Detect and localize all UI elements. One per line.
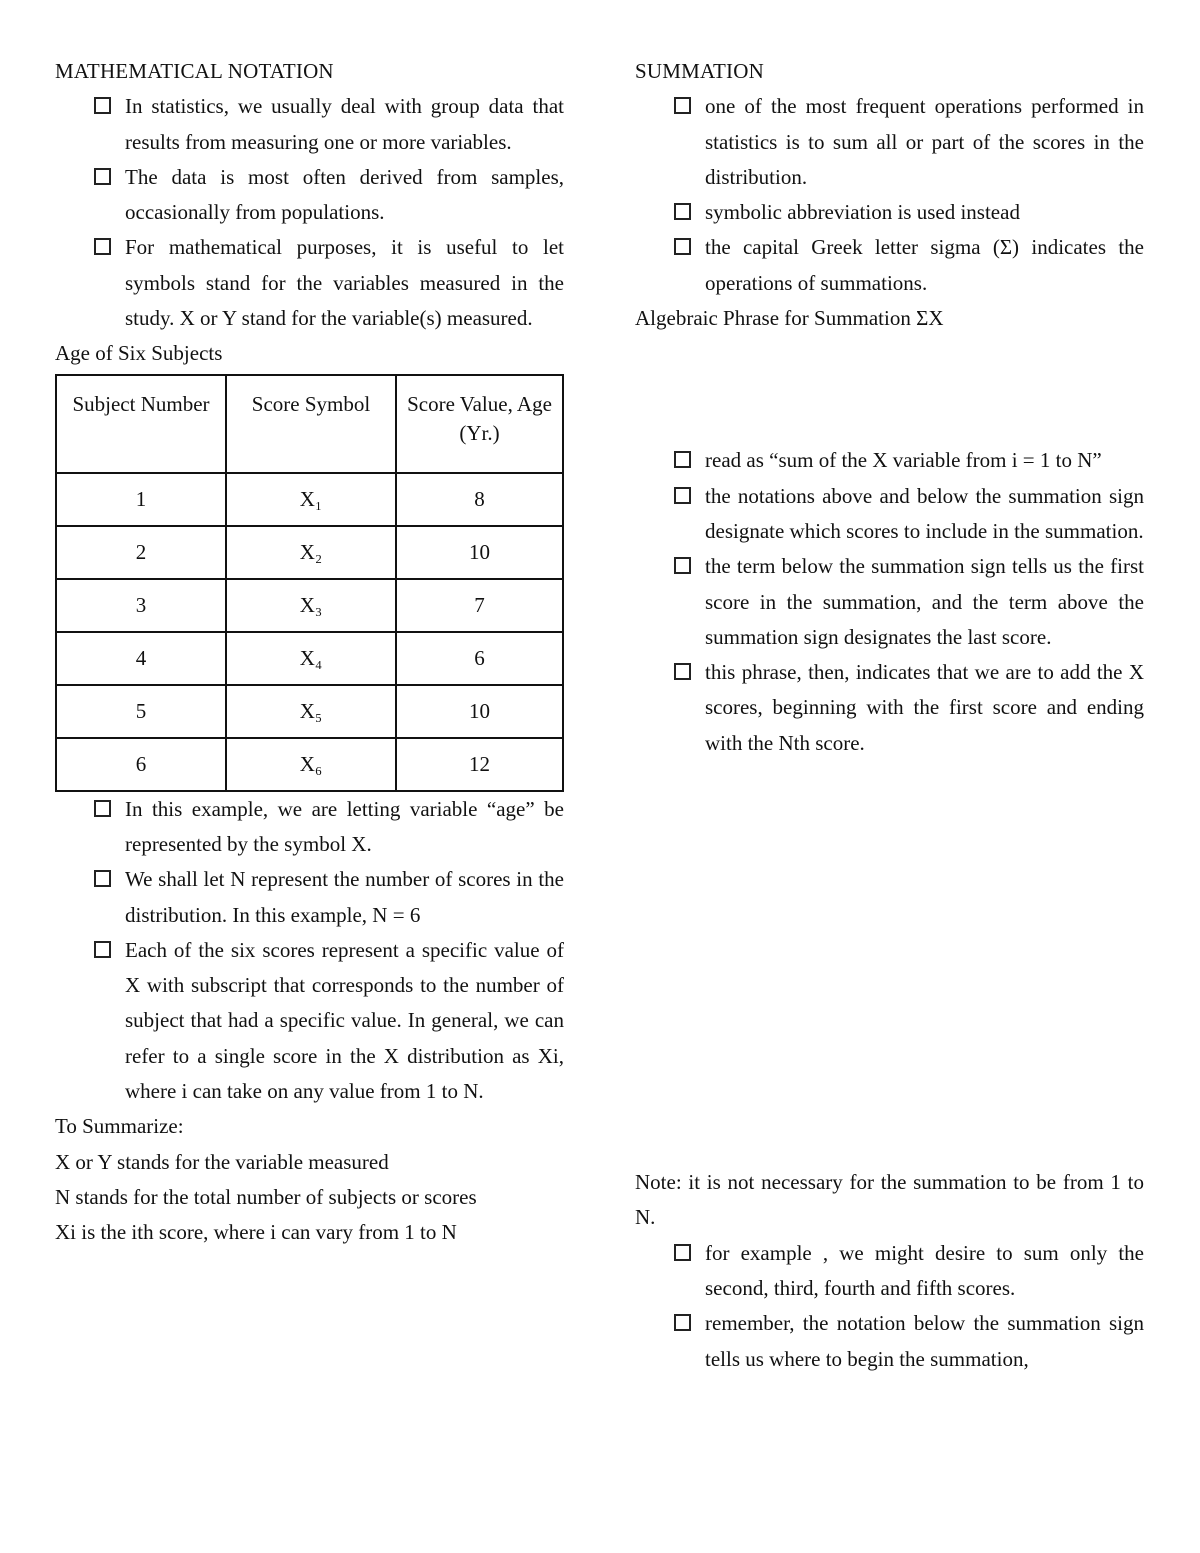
table-row bbox=[56, 632, 563, 685]
list-item: read as “sum of the X variable from i = 1 to N” bbox=[635, 443, 1144, 478]
summation-formula-area bbox=[635, 336, 1144, 443]
table-cell: 6 bbox=[56, 738, 226, 791]
table-header-row bbox=[56, 375, 563, 473]
algebraic-phrase: Algebraic Phrase for Summation ΣX bbox=[635, 306, 944, 331]
list-item: We shall let N represent the number of scores in the distribution. In this example, N = 6 bbox=[55, 862, 564, 933]
table-row bbox=[56, 473, 563, 526]
table-row bbox=[56, 579, 563, 632]
table-row bbox=[56, 526, 563, 579]
table-cell: 10 bbox=[396, 685, 563, 738]
table-cell: X₂ bbox=[226, 526, 396, 579]
table-row bbox=[56, 685, 563, 738]
list-item: for example , we might desire to sum only the second, third, fourth and fifth scores. bbox=[635, 1236, 1144, 1307]
table-cell: X₅ bbox=[226, 685, 396, 738]
table-caption: Age of Six Subjects bbox=[55, 341, 223, 366]
table-cell: 10 bbox=[396, 526, 563, 579]
column-header-value: Score Value, Age (Yr.) bbox=[396, 375, 563, 473]
list-item: this phrase, then, indicates that we are to add the X scores, beginning with the first score and ending with the Nth score. bbox=[635, 655, 1144, 761]
list-item: symbolic abbreviation is used instead bbox=[635, 195, 1144, 230]
left-column bbox=[55, 54, 564, 1251]
section-heading-notation: MATHEMATICAL NOTATION bbox=[55, 59, 334, 83]
list-item: the notations above and below the summation sign designate which scores to include in the summation. bbox=[635, 479, 1144, 550]
checkbox-icon bbox=[674, 451, 691, 468]
checkbox-icon bbox=[94, 870, 111, 887]
checkbox-icon bbox=[674, 663, 691, 680]
summary-line: N stands for the total number of subjects or scores bbox=[55, 1184, 477, 1209]
checkbox-icon bbox=[674, 1244, 691, 1261]
checkbox-icon bbox=[674, 557, 691, 574]
table-cell: 5 bbox=[56, 685, 226, 738]
list-item: In statistics, we usually deal with group data that results from measuring one or more variables. bbox=[55, 89, 564, 160]
checkbox-icon bbox=[674, 203, 691, 220]
checkbox-icon bbox=[94, 97, 111, 114]
list-item: one of the most frequent operations performed in statistics is to sum all or part of the scores in the distribution. bbox=[635, 89, 1144, 195]
list-item: the term below the summation sign tells us the first score in the summation, and the term above the summation sign designates the last score. bbox=[635, 549, 1144, 655]
summation-example-area bbox=[635, 761, 1144, 1165]
section-heading-summation: SUMMATION bbox=[635, 59, 764, 83]
checkbox-icon bbox=[94, 168, 111, 185]
column-header-subject: Subject Number bbox=[56, 375, 226, 473]
table-cell: 3 bbox=[56, 579, 226, 632]
column-header-symbol: Score Symbol bbox=[226, 375, 396, 473]
table-cell: 4 bbox=[56, 632, 226, 685]
checkbox-icon bbox=[674, 238, 691, 255]
notation-intro-list bbox=[55, 89, 564, 336]
checkbox-icon bbox=[674, 487, 691, 504]
age-table bbox=[55, 374, 564, 792]
list-item: the capital Greek letter sigma (Σ) indicates the operations of summations. bbox=[635, 230, 1144, 301]
summary-line: X or Y stands for the variable measured bbox=[55, 1149, 389, 1174]
table-cell: 8 bbox=[396, 473, 563, 526]
list-item: For mathematical purposes, it is useful to let symbols stand for the variables measured in the study. X or Y stand for the variable(s) measured. bbox=[55, 230, 564, 336]
list-item: remember, the notation below the summation sign tells us where to begin the summation, bbox=[635, 1306, 1144, 1377]
list-item: The data is most often derived from samples, occasionally from populations. bbox=[55, 160, 564, 231]
summation-intro-list bbox=[635, 89, 1144, 301]
table-cell: 1 bbox=[56, 473, 226, 526]
table-cell: 2 bbox=[56, 526, 226, 579]
summary-line: Xi is the ith score, where i can vary from 1 to N bbox=[55, 1220, 457, 1245]
right-column bbox=[635, 54, 1144, 1377]
note-list bbox=[635, 1236, 1144, 1377]
checkbox-icon bbox=[94, 941, 111, 958]
summation-phrase-list bbox=[635, 443, 1144, 761]
checkbox-icon bbox=[674, 1314, 691, 1331]
table-cell: X₃ bbox=[226, 579, 396, 632]
notation-explanation-list bbox=[55, 792, 564, 1110]
table-cell: 12 bbox=[396, 738, 563, 791]
table-row bbox=[56, 738, 563, 791]
checkbox-icon bbox=[94, 800, 111, 817]
list-item: In this example, we are letting variable “age” be represented by the symbol X. bbox=[55, 792, 564, 863]
table-cell: X₁ bbox=[226, 473, 396, 526]
table-cell: X₄ bbox=[226, 632, 396, 685]
list-item: Each of the six scores represent a specific value of X with subscript that corresponds to the number of subject that had a specific value. In general, we can refer to a single score in the X distribution as Xi, where i can take on any value from 1 to N. bbox=[55, 933, 564, 1109]
table-cell: X₆ bbox=[226, 738, 396, 791]
table-cell: 6 bbox=[396, 632, 563, 685]
summary-title: To Summarize: bbox=[55, 1114, 184, 1139]
table-cell: 7 bbox=[396, 579, 563, 632]
checkbox-icon bbox=[94, 238, 111, 255]
note-text: Note: it is not necessary for the summation to be from 1 to N. bbox=[635, 1170, 1144, 1230]
checkbox-icon bbox=[674, 97, 691, 114]
